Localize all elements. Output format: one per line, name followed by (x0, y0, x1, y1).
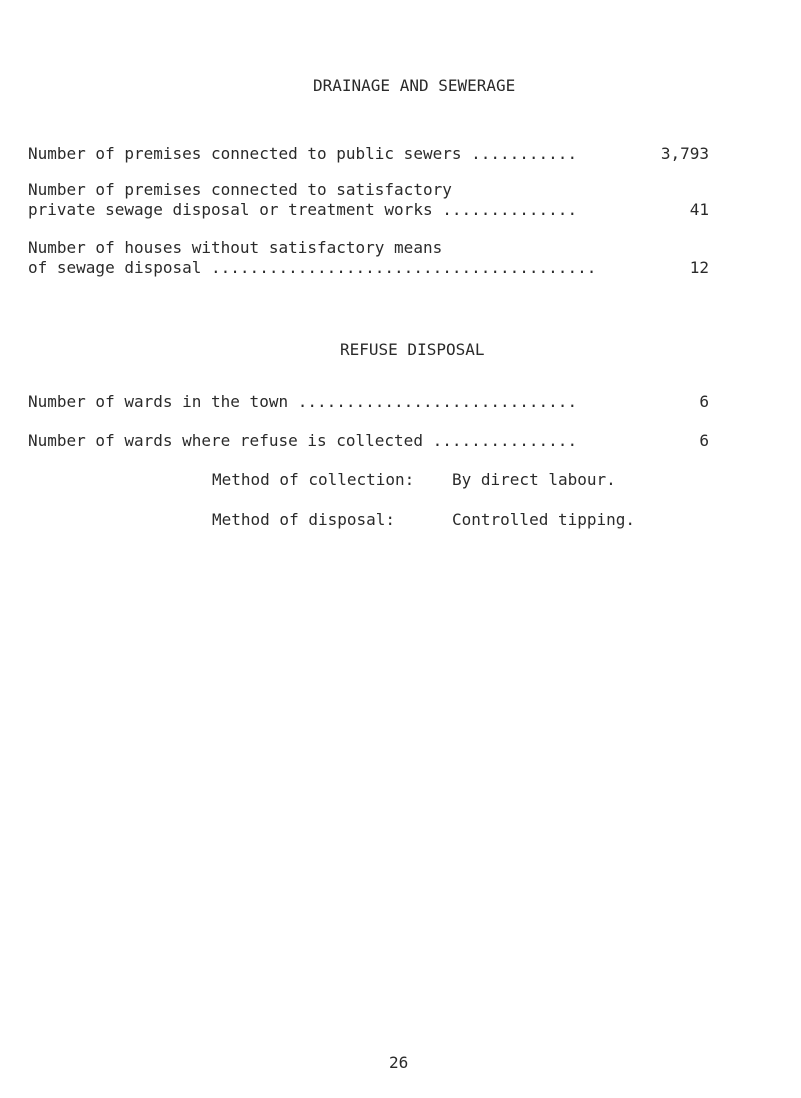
drainage-item-2-line-2: private sewage disposal or treatment works .............. (28, 200, 578, 219)
refuse-item-2-value: 6 (699, 431, 709, 450)
drainage-item-3-line-2: of sewage disposal ........................................ (28, 258, 597, 277)
method-disposal-label: Method of disposal: (212, 510, 396, 529)
drainage-heading: DRAINAGE AND SEWERAGE (313, 76, 516, 95)
page-number: 26 (389, 1053, 409, 1072)
method-collection-label: Method of collection: (212, 470, 415, 489)
method-disposal-value: Controlled tipping. (452, 510, 636, 529)
refuse-item-1-value: 6 (699, 392, 709, 411)
drainage-item-1-line-1: Number of premises connected to public sewers ........... (28, 144, 578, 163)
refuse-item-1-line: Number of wards in the town ............................. (28, 392, 578, 411)
drainage-item-2-line-1: Number of premises connected to satisfactory (28, 180, 452, 199)
refuse-heading: REFUSE DISPOSAL (340, 340, 485, 359)
drainage-item-2-value: 41 (689, 200, 709, 219)
drainage-item-3-line-1: Number of houses without satisfactory means (28, 238, 443, 257)
drainage-item-1-value: 3,793 (660, 144, 709, 163)
method-collection-value: By direct labour. (452, 470, 616, 489)
refuse-item-2-line: Number of wards where refuse is collected ............... (28, 431, 578, 450)
drainage-item-3-value: 12 (689, 258, 709, 277)
